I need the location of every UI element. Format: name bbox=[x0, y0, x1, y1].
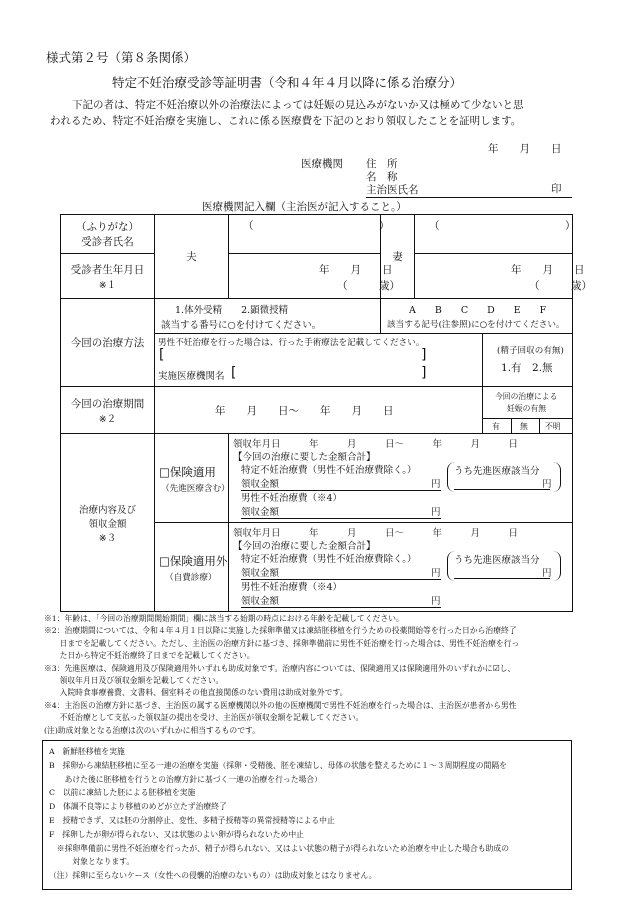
code-line: あけた後に胚移植を行うとの治療方針に基づく一連の治療を行った場合） bbox=[49, 774, 322, 784]
advanced-amount-field[interactable] bbox=[454, 477, 550, 490]
treatment-codes-list bbox=[49, 745, 509, 883]
wife-birth-date: 年 月 日 bbox=[511, 264, 585, 276]
husband-birth-cell[interactable] bbox=[229, 254, 400, 299]
seal-mark: 印 bbox=[551, 183, 562, 195]
intro-line-2: われるため、特定不妊治療を実施し、これに係る医療費を下記のとおり領収したことを証明します。 bbox=[50, 115, 522, 127]
pregnancy-label-2: 妊娠の有無 bbox=[507, 404, 546, 413]
notes-block bbox=[44, 613, 519, 737]
yen-label: 円 bbox=[431, 507, 441, 518]
advanced-medical-label: うち先進医療該当分 bbox=[454, 466, 540, 477]
insurance-label-cell[interactable] bbox=[155, 434, 229, 523]
husband-birth-date: 年 月 日 bbox=[319, 264, 393, 276]
implementing-institution-label: 実施医療機関名 bbox=[158, 371, 225, 382]
non-insurance-detail-cell[interactable] bbox=[229, 523, 573, 612]
note-line: 入院時食事療養費、文書料、個室料その他直接関係のない費用は助成対象外です。 bbox=[44, 688, 348, 698]
pregnancy-cell bbox=[483, 387, 573, 434]
insurance-receipt-date: 領収年月日 年 月 日～ 年 月 日 bbox=[233, 439, 519, 450]
furigana-label: （ふりがな） bbox=[76, 221, 139, 233]
insurance-male-fee: 男性不妊治療費（※4） bbox=[241, 493, 343, 504]
note1-label: ※１ bbox=[98, 279, 117, 291]
insurance-sum-label: 【今回の治療に要した金額合計】 bbox=[233, 452, 376, 463]
non-insurance-sub-label: （自費診療） bbox=[165, 573, 217, 583]
doctor-name-label: 主治医氏名 bbox=[366, 184, 419, 196]
non-insurance-male-fee: 男性不妊治療費（※4） bbox=[241, 582, 343, 593]
patient-name-header bbox=[61, 215, 155, 254]
method-codes: A B C D E F bbox=[409, 305, 547, 316]
yen-label: 円 bbox=[431, 596, 441, 607]
treatment-codes-box bbox=[42, 740, 572, 890]
form-style-number: 様式第２号（第８条関係） bbox=[46, 50, 197, 65]
intro-line-1: 下記の者は、特定不妊治療以外の治療法によっては妊娠の見込みがないか又は極めて少ないと思 bbox=[72, 99, 524, 111]
divider bbox=[539, 419, 540, 434]
receipt-amount-label: 領収金額 bbox=[241, 479, 280, 490]
advanced-medical-box[interactable] bbox=[447, 551, 561, 581]
note2-label: ※２ bbox=[98, 413, 117, 425]
male-surgery-label: 男性不妊治療を行った場合は、行った手術療法を記載してください。 bbox=[158, 338, 425, 348]
note-line: ※2：治療期間については、令和４年４月１日以降に実施した採卵準備又は凍結胚移植を行うための投薬開始等を行った日から治療終了 bbox=[44, 626, 517, 636]
non-insurance-male-amount-field[interactable] bbox=[241, 593, 441, 608]
advanced-medical-label: うち先進医療該当分 bbox=[454, 555, 540, 566]
non-insurance-label-cell[interactable] bbox=[155, 523, 229, 612]
content-header bbox=[61, 434, 155, 612]
non-insurance-receipt-date: 領収年月日 年 月 日～ 年 月 日 bbox=[233, 528, 519, 539]
code-line: B 採卵から凍結胚移植に至る一連の治療を実施（採卵・受精後、胚を凍結し、母体の状態を整えるために１～３周期程度の間隔を bbox=[49, 760, 507, 770]
content-label-2: 領収金額 bbox=[88, 518, 127, 530]
yen-label: 円 bbox=[431, 568, 441, 579]
bracket-close: ] bbox=[421, 347, 427, 363]
pregnancy-yes[interactable]: 有 bbox=[492, 422, 500, 431]
insurance-detail-cell[interactable] bbox=[229, 434, 573, 523]
wife-name-cell[interactable] bbox=[415, 215, 576, 254]
content-label-1: 治療内容及び bbox=[78, 504, 136, 516]
insurance-amount-field[interactable] bbox=[241, 476, 441, 491]
note-line: 不妊治療として支払った領収証の提出を受け、主治医が領収金額を記載してください。 bbox=[44, 713, 364, 723]
insurance-checkbox[interactable]: □保険適用 bbox=[159, 465, 216, 479]
yen-label: 円 bbox=[431, 479, 441, 490]
non-insurance-sum-label: 【今回の治療に要した金額合計】 bbox=[233, 541, 376, 552]
paren-close: ） bbox=[565, 220, 576, 232]
advanced-amount-field[interactable] bbox=[454, 566, 550, 579]
note-line: た日から特定不妊治療終了日までを記載してください。 bbox=[44, 651, 255, 661]
code-line: （注）採卵に至らないケース（女性への侵襲的治療のないもの）は助成対象とはなりません。 bbox=[49, 871, 377, 881]
note-line: ※1：年齢は、「今回の治療期間開始期間」欄に該当する始期の時点における年齢を記載してください。 bbox=[44, 614, 404, 623]
advanced-medical-box[interactable] bbox=[447, 462, 561, 492]
sperm-recovery-label: (精子回収の有無) bbox=[497, 346, 564, 356]
husband-name-cell[interactable] bbox=[229, 215, 390, 254]
name-label: 名 称 bbox=[366, 171, 398, 183]
pregnancy-options-row bbox=[483, 418, 573, 434]
husband-label: 夫 bbox=[155, 215, 229, 299]
bracket-close: ] bbox=[421, 365, 427, 381]
method-codes-instructions: 該当する記号(注参照)に○を付けてください。 bbox=[387, 320, 565, 330]
bracket-open: [ bbox=[231, 365, 237, 381]
non-insurance-specific-fee: 特定不妊治療費（男性不妊治療費除く。） bbox=[241, 554, 417, 565]
code-line: E 授精できず、又は胚の分割停止、変性、多精子授精等の異常授精等による中止 bbox=[49, 815, 335, 825]
divider bbox=[511, 419, 512, 434]
paren-open: （ bbox=[243, 220, 254, 232]
male-surgery-cell[interactable] bbox=[155, 334, 483, 387]
certification-date[interactable]: 年 月 日 bbox=[488, 143, 562, 155]
pregnancy-label-1: 今回の治療による bbox=[495, 392, 558, 401]
wife-age: （ 歳） bbox=[529, 280, 593, 292]
code-line: D 体調不良等により移植のめどが立たず治療終了 bbox=[49, 802, 227, 812]
code-line: A 新鮮胚移植を実施 bbox=[49, 747, 125, 756]
period-value-cell[interactable] bbox=[155, 387, 483, 434]
sperm-recovery-cell[interactable] bbox=[483, 334, 573, 387]
note-line: 領収年月日及び領収金額を記載してください。 bbox=[44, 676, 224, 686]
method-codes-cell[interactable] bbox=[381, 299, 573, 334]
period-value: 年 月 日～ 年 月 日 bbox=[215, 405, 394, 417]
bracket-open: [ bbox=[159, 347, 165, 363]
yen-label: 円 bbox=[542, 479, 552, 490]
pregnancy-no[interactable]: 無 bbox=[520, 422, 528, 431]
note3-label: ※３ bbox=[98, 532, 117, 544]
husband-age: （ 歳） bbox=[337, 280, 400, 292]
code-line: C 以前に凍結した胚による胚移植を実施 bbox=[49, 788, 196, 798]
note-line: ※3：先進医療は、保険適用及び保険適用外いずれも助成対象です。治療内容については、保険適用又は保険適用外のいずれかに☑し、 bbox=[44, 663, 516, 673]
patient-name-label: 受診者氏名 bbox=[81, 236, 134, 248]
note-line: 日までを記載してください。ただし、主治医の治療方針に基づき、採卵準備前に男性不妊治療を行った場合は、男性不妊治療を行っ bbox=[44, 638, 520, 648]
sperm-recovery-options: 1.有 2.無 bbox=[501, 362, 553, 374]
yen-label: 円 bbox=[542, 568, 552, 579]
method-label: 今回の治療方法 bbox=[61, 299, 155, 387]
wife-label: 妻 bbox=[381, 215, 415, 299]
address-label: 住 所 bbox=[366, 158, 398, 170]
note-line: ※4：主治医の治療方針に基づき、主治医の属する医療機関以外の他の医療機関で男性不妊治療を行った場合は、主治医が患者から男性 bbox=[44, 700, 517, 710]
pregnancy-unknown[interactable]: 不明 bbox=[545, 422, 561, 431]
period-label: 今回の治療期間 bbox=[70, 397, 145, 410]
insurance-specific-fee: 特定不妊治療費（男性不妊治療費除く。） bbox=[241, 465, 417, 476]
certificate-table bbox=[60, 214, 593, 612]
wife-birth-cell[interactable] bbox=[415, 254, 593, 299]
code-line: ※採卵準備前に男性不妊治療を行ったが、精子が得られない、又はよい状態の精子が得られないため治療を中止した場合も助成の bbox=[49, 843, 510, 853]
code-line: 対象となります。 bbox=[49, 857, 135, 867]
insurance-male-amount-field[interactable] bbox=[241, 504, 441, 519]
note-line: (注)助成対象となる治療は次のいずれかに相当するものです。 bbox=[44, 725, 260, 735]
doctor-name-field[interactable] bbox=[366, 182, 572, 198]
period-header bbox=[61, 387, 155, 434]
receipt-amount-label: 領収金額 bbox=[241, 568, 280, 579]
non-insurance-amount-field[interactable] bbox=[241, 565, 441, 580]
method-options-cell[interactable] bbox=[155, 299, 381, 334]
paren-close: ） bbox=[379, 220, 390, 232]
form-title: 特定不妊治療受診等証明書（令和４年４月以降に係る治療分） bbox=[112, 75, 463, 90]
method-instructions: 該当する番号に○を付けてください。 bbox=[161, 320, 322, 331]
paren-open: （ bbox=[429, 220, 440, 232]
non-insurance-checkbox[interactable]: □保険適用外 bbox=[159, 554, 228, 568]
birth-label: 受診者生年月日 bbox=[70, 263, 145, 276]
section-title: 医療機関記入欄（主治医が記入すること。） bbox=[202, 201, 407, 213]
code-line: F 採卵したが卵が得られない、又は状態のよい卵が得られないため中止 bbox=[49, 829, 304, 839]
insurance-sub-label: （先進医療含む） bbox=[161, 484, 230, 494]
method-options: 1.体外受精 2.顕微授精 bbox=[175, 305, 289, 316]
birth-header bbox=[61, 254, 155, 299]
receipt-amount-label: 領収金額 bbox=[241, 596, 280, 607]
receipt-amount-label: 領収金額 bbox=[241, 507, 280, 518]
institution-label: 医療機関 bbox=[301, 158, 343, 170]
